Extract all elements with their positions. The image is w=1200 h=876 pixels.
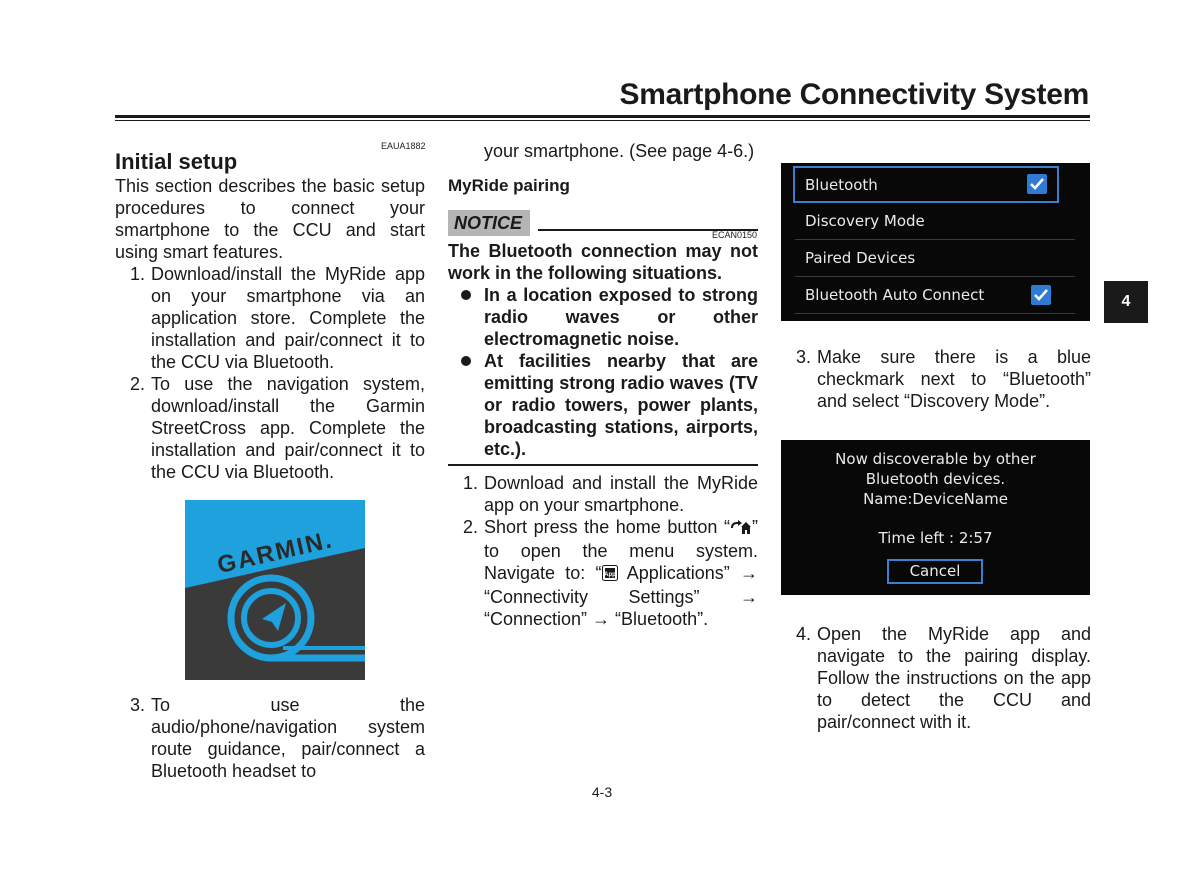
page-number: 4-3 xyxy=(591,784,613,800)
menu-item-bluetooth-auto-connect[interactable] xyxy=(795,277,1075,314)
left-column-bottom xyxy=(115,694,425,782)
discovery-line: Now discoverable by other xyxy=(835,450,1036,468)
list-item xyxy=(781,623,1091,733)
list-item xyxy=(448,350,758,460)
cancel-button[interactable]: Cancel xyxy=(887,559,983,584)
discovery-message xyxy=(781,449,1090,509)
step-number: 3. xyxy=(129,695,145,715)
menu-item-bluetooth[interactable] xyxy=(793,166,1059,203)
section-code: EAUA1882 xyxy=(381,141,426,151)
back-home-icon xyxy=(730,518,752,540)
page-header-title: Smartphone Connectivity System xyxy=(619,78,1089,111)
section-title: Initial setup xyxy=(115,149,238,174)
list-item xyxy=(448,516,758,630)
menu-item-label: Discovery Mode xyxy=(805,212,925,230)
menu-item-paired-devices[interactable] xyxy=(795,240,1075,277)
discovery-screen xyxy=(781,440,1090,595)
step-text-part: Short press the home button “ xyxy=(484,517,730,537)
discovery-line: Bluetooth devices. xyxy=(865,470,1006,488)
menu-item-discovery-mode[interactable] xyxy=(795,203,1075,240)
step-number: 4. xyxy=(795,624,811,644)
notice-end-rule xyxy=(448,464,758,466)
bullet-icon xyxy=(448,350,484,460)
right-step-3 xyxy=(781,346,1091,412)
device-name: Name:DeviceName xyxy=(863,490,1008,508)
step-text xyxy=(484,516,758,630)
step-number: 1. xyxy=(129,264,145,284)
notice-lead: The Bluetooth connection may not work in the following situations. xyxy=(448,241,758,283)
chapter-tab: 4 xyxy=(1104,281,1148,323)
left-column xyxy=(115,140,425,483)
bullet-icon xyxy=(448,284,484,350)
bluetooth-menu-screen xyxy=(781,163,1090,321)
garmin-logo-graphic xyxy=(185,500,365,680)
header-rule xyxy=(115,115,1090,121)
step-text: Download/install the MyRide app on your smartphone via an application store. Complete the installation and pair/connect it to the CCU via Bluetooth. xyxy=(151,264,425,372)
step-number: 3. xyxy=(795,347,811,367)
app-icon xyxy=(602,564,618,586)
menu-item-label: Bluetooth xyxy=(805,175,878,194)
garmin-app-logo xyxy=(185,500,365,680)
list-item xyxy=(448,472,758,516)
svg-text:App: App xyxy=(603,572,616,578)
bullet-text: In a location exposed to strong radio waves or other electromagnetic noise. xyxy=(484,285,758,349)
list-item xyxy=(115,694,425,782)
step-text: To use the navigation system, download/install the Garmin StreetCross app. Complete the installation and pair/connect it to the CCU via Bluetooth. xyxy=(151,374,425,482)
time-left: Time left : 2:57 xyxy=(878,529,993,547)
step-text: To use the audio/phone/navigation system route guidance, pair/connect a Bluetooth headset to xyxy=(151,695,425,781)
step-text-part: Applications” → “Connectivity Settings” → “Connection” → “Bluetooth”. xyxy=(484,563,758,629)
intro-paragraph: This section describes the basic setup procedures to connect your smartphone to the CCU and start using smart features. xyxy=(115,176,425,262)
notice-bullets xyxy=(448,284,758,460)
step-number: 1. xyxy=(462,473,478,493)
checkmark-icon[interactable] xyxy=(1027,174,1047,194)
step-text: Download and install the MyRide app on your smartphone. xyxy=(484,473,758,515)
right-step-4 xyxy=(781,623,1091,733)
menu-item-label: Paired Devices xyxy=(805,249,916,267)
bullet-text: At facilities nearby that are emitting strong radio waves (TV or radio towers, power plants, broadcasting stations, airports, etc.). xyxy=(484,351,758,459)
setup-steps xyxy=(115,263,425,483)
step-text: Open the MyRide app and navigate to the pairing display. Follow the instructions on the app to detect the CCU and pair/connect with it. xyxy=(817,624,1091,732)
list-item xyxy=(115,263,425,373)
list-item xyxy=(448,284,758,350)
step-number: 2. xyxy=(129,374,145,394)
step-text-part: ” to open the menu system. Navigate to: “ xyxy=(484,517,758,583)
notice-code: ECAN0150 xyxy=(712,230,758,240)
notice-badge: NOTICE xyxy=(448,210,530,236)
step-text: Make sure there is a blue checkmark next to “Bluetooth” and select “Discovery Mode”. xyxy=(817,347,1091,411)
list-item xyxy=(115,373,425,483)
middle-column xyxy=(448,140,758,630)
subsection-title: MyRide pairing xyxy=(448,176,570,195)
step-number: 2. xyxy=(462,517,478,537)
checkmark-icon[interactable] xyxy=(1031,285,1051,305)
list-item xyxy=(781,346,1091,412)
continuation-text: your smartphone. (See page 4-6.) xyxy=(484,141,755,161)
menu-item-label: Bluetooth Auto Connect xyxy=(805,286,985,304)
svg-text:GARMIN.: GARMIN. xyxy=(214,526,336,580)
